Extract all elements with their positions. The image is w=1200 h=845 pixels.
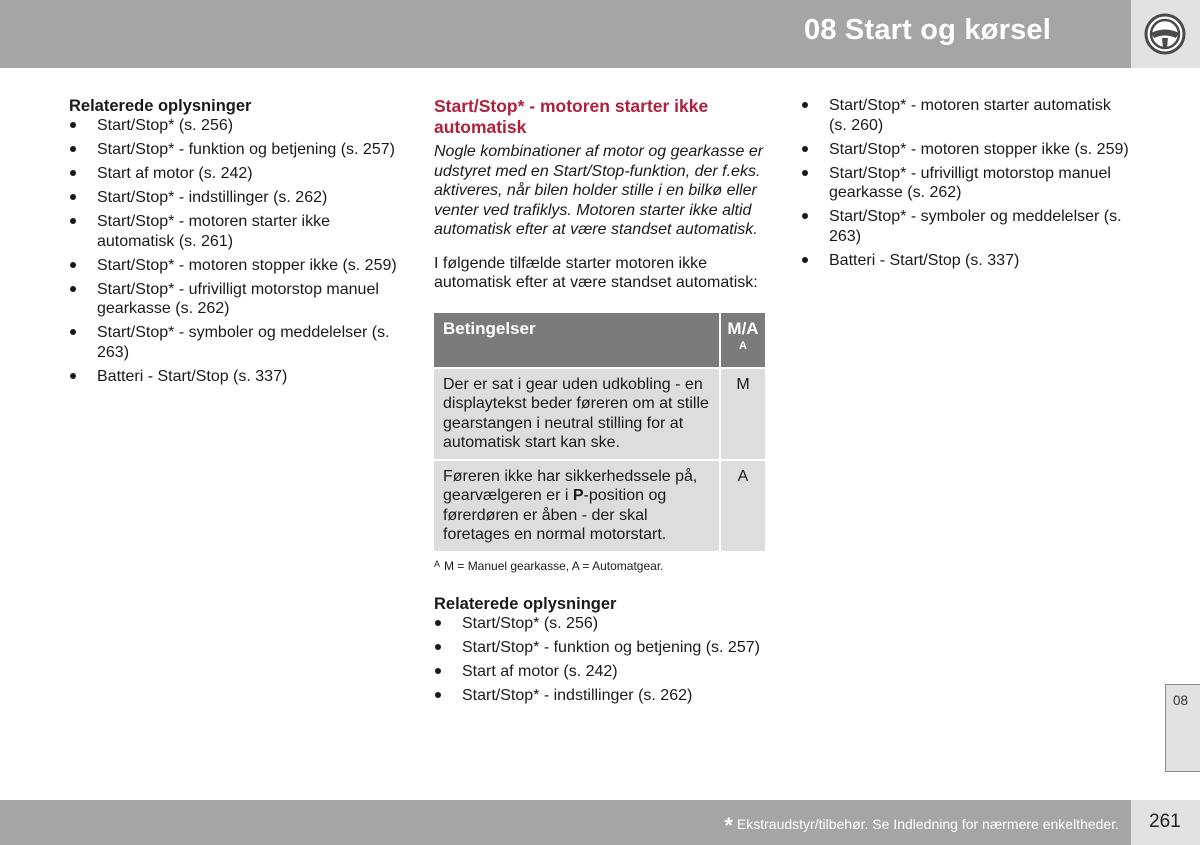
list-item xyxy=(69,212,401,251)
list-item-text[interactable]: Batteri - Start/Stop (s. 337) xyxy=(97,367,288,385)
chapter-title: 08 Start og kørsel xyxy=(804,14,1051,46)
bullet-icon xyxy=(70,170,76,176)
related-info-list xyxy=(69,116,401,386)
column-1 xyxy=(69,96,401,391)
list-item-text[interactable]: Start/Stop* - symboler og meddelelser (s. 263) xyxy=(97,324,390,361)
table-cell-condition xyxy=(434,459,719,551)
table-cell-value: M xyxy=(719,367,765,459)
condition-text-part: -position og førerdøren er åben - der skal foretages en normal motorstart. xyxy=(443,487,667,543)
list-item xyxy=(69,188,401,208)
list-item-text[interactable]: Start af motor (s. 242) xyxy=(462,662,618,680)
page-number: 261 xyxy=(1149,811,1181,832)
list-item-text[interactable]: Start/Stop* (s. 256) xyxy=(462,614,599,632)
steering-wheel-icon xyxy=(1143,12,1187,56)
list-item-text[interactable]: Start/Stop* - motoren starter ikke automatisk (s. 261) xyxy=(97,213,330,250)
list-item xyxy=(434,686,766,706)
list-item xyxy=(801,251,1131,271)
column-3 xyxy=(801,96,1131,275)
chapter-side-tab-label: 08 xyxy=(1173,693,1189,708)
table-row xyxy=(434,459,765,551)
list-item-text[interactable]: Start/Stop* - symboler og meddelelser (s. 263) xyxy=(829,208,1122,245)
list-item-text[interactable]: Start/Stop* - ufrivilligt motorstop manuel gearkasse (s. 262) xyxy=(829,164,1111,201)
bullet-icon xyxy=(802,170,808,176)
list-item xyxy=(69,323,401,362)
list-item xyxy=(69,367,401,387)
bullet-icon xyxy=(435,620,441,626)
footnote-text: M = Manuel gearkasse, A = Automatgear. xyxy=(444,558,664,573)
list-item-text[interactable]: Start/Stop* - indstillinger (s. 262) xyxy=(97,189,328,206)
section-title: Start/Stop* - motoren starter ikke automatisk xyxy=(434,96,709,137)
chapter-icon-box xyxy=(1131,0,1200,68)
bullet-icon xyxy=(70,286,76,292)
bullet-icon xyxy=(802,213,808,219)
list-item xyxy=(69,280,401,319)
condition-text-bold: P xyxy=(572,487,584,504)
footnote-marker: A xyxy=(739,339,747,352)
list-item-text[interactable]: Start/Stop* - funktion og betjening (s. 257) xyxy=(97,141,395,158)
bullet-icon xyxy=(802,146,808,152)
list-item xyxy=(69,140,401,160)
table-row xyxy=(434,367,765,459)
bullet-icon xyxy=(70,194,76,200)
bullet-icon xyxy=(70,262,76,268)
list-item-text[interactable]: Start/Stop* - ufrivilligt motorstop manuel gearkasse (s. 262) xyxy=(97,280,379,317)
list-item-text[interactable]: Start/Stop* - indstillinger (s. 262) xyxy=(462,686,693,704)
list-item-text[interactable]: Start af motor (s. 242) xyxy=(97,165,253,182)
list-item-text[interactable]: Start/Stop* - motoren stopper ikke (s. 259) xyxy=(97,256,397,274)
table-header-row xyxy=(434,313,765,367)
bullet-icon xyxy=(70,373,76,379)
bullet-icon xyxy=(435,668,441,674)
footer-note xyxy=(724,813,1119,839)
list-item xyxy=(801,140,1131,160)
bullet-icon xyxy=(435,692,441,698)
bullet-icon xyxy=(70,146,76,152)
list-item xyxy=(801,164,1131,203)
bullet-icon xyxy=(802,257,808,263)
list-item-text[interactable]: Start/Stop* (s. 256) xyxy=(97,117,234,134)
list-item xyxy=(69,164,401,184)
chapter-side-tab[interactable] xyxy=(1165,684,1200,772)
footnote-star: * xyxy=(724,813,733,838)
header-bar xyxy=(0,0,1131,68)
column-2 xyxy=(434,96,766,710)
related-info-list xyxy=(434,614,766,706)
footnote-mark: A xyxy=(434,558,441,569)
table-cell-condition: Der er sat i gear uden udkobling - en displaytekst beder føreren om at stille gearstangen i neutral stilling for at automatisk start kan ske. xyxy=(434,367,719,459)
section-paragraph: I følgende tilfælde starter motoren ikke automatisk efter at være standset automatisk: xyxy=(434,254,758,291)
bullet-icon xyxy=(70,218,76,224)
bullet-icon xyxy=(802,102,808,108)
related-info-list-continued xyxy=(801,96,1131,270)
column-header-conditions: Betingelser xyxy=(434,313,719,367)
bullet-icon xyxy=(435,644,441,650)
list-item xyxy=(69,256,401,276)
related-info-heading: Relaterede oplysninger xyxy=(434,594,617,613)
list-item-text[interactable]: Batteri - Start/Stop (s. 337) xyxy=(829,251,1020,269)
list-item-text[interactable]: Start/Stop* - motoren starter automatisk (s. 260) xyxy=(829,97,1111,134)
footer-note-text: Ekstraudstyr/tilbehør. Se Indledning for nærmere enkeltheder. xyxy=(736,816,1119,832)
conditions-table xyxy=(434,313,765,551)
list-item xyxy=(69,116,401,136)
table-footnote xyxy=(434,559,766,573)
section-intro: Nogle kombinationer af motor og gearkasse er udstyret med en Start/Stop-funktion, der f.eks. aktiveres, når bilen holder stille i en bilkø eller venter ved trafiklys. Motoren starter ikke altid automatisk efter at være standset automatisk. xyxy=(434,143,764,238)
list-item xyxy=(434,638,766,658)
list-item xyxy=(801,207,1131,246)
table-cell-value: A xyxy=(719,459,765,551)
list-item-text[interactable]: Start/Stop* - motoren stopper ikke (s. 259) xyxy=(829,140,1129,158)
related-info-heading: Relaterede oplysninger xyxy=(69,97,252,115)
condition-text-part: Føreren ikke har sikkerhedssele på, gearvælgeren er i xyxy=(443,467,698,504)
bullet-icon xyxy=(70,329,76,335)
column-header-ma xyxy=(719,313,765,367)
list-item xyxy=(434,614,766,634)
list-item xyxy=(801,96,1131,135)
list-item xyxy=(434,662,766,682)
list-item-text[interactable]: Start/Stop* - funktion og betjening (s. 257) xyxy=(462,638,760,656)
column-header-ma-label: M/A xyxy=(727,318,759,338)
bullet-icon xyxy=(70,122,76,128)
